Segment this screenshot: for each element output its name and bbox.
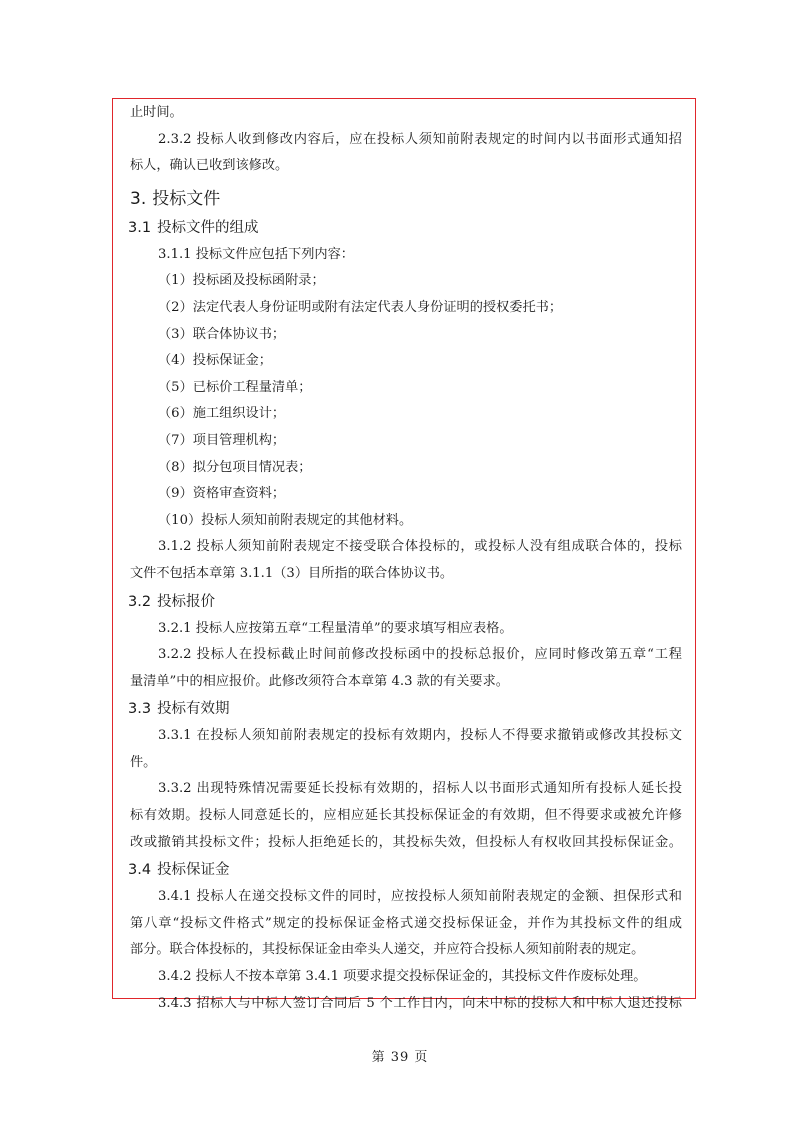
heading-text: 投标保证金 — [157, 862, 230, 879]
text-line: 件。 — [130, 754, 157, 770]
text-line: （10）投标人须知前附表规定的其他材料。 — [158, 512, 413, 528]
text-line: 3.3.2 出现特殊情况需要延长投标有效期的，招标人以书面形式通知所有投标人延长投 — [158, 781, 682, 797]
text-line: （8）拟分包项目情况表； — [158, 459, 312, 475]
text-line: 3.1.1 投标文件应包括下列内容： — [158, 246, 354, 262]
subsection-heading — [128, 856, 682, 884]
heading-number: 3.1 — [128, 219, 152, 236]
text-line: 部分。联合体投标的，其投标保证金由牵头人递交，并应符合投标人须知前附表的规定。 — [130, 942, 645, 958]
text-line: 3.1.2 投标人须知前附表规定不接受联合体投标的，或投标人没有组成联合体的，投标 — [158, 539, 682, 555]
subsection-heading — [128, 588, 682, 616]
text-line: 标人，确认已收到该修改。 — [130, 158, 289, 174]
heading-number: 3.4 — [128, 862, 152, 879]
text-line: 3.4.3 招标人与中标人签订合同后 5 个工作日内，向未中标的投标人和中标人退还投标 — [158, 995, 682, 1011]
text-line: 改或撤销其投标文件；投标人拒绝延长的，其投标失效，但投标人有权收回其投标保证金。 — [130, 834, 682, 850]
text-line: （9）资格审查资料； — [158, 486, 286, 502]
heading-number: 3.3 — [128, 701, 152, 718]
heading-text: 投标文件 — [152, 188, 221, 209]
text-line: 文件不包括本章第 3.1.1（3）目所指的联合体协议书。 — [130, 565, 454, 581]
text-line: 2.3.2 投标人收到修改内容后，应在投标人须知前附表规定的时间内以书面形式通知招 — [158, 131, 682, 147]
text-line: （6）施工组织设计； — [158, 406, 286, 422]
heading-text: 投标有效期 — [157, 701, 230, 718]
page-number: 第 39 页 — [371, 1050, 429, 1065]
text-line: （7）项目管理机构； — [158, 432, 286, 448]
heading-text: 投标报价 — [157, 593, 216, 610]
subsection-heading — [128, 214, 682, 242]
heading-text: 投标文件的组成 — [157, 219, 259, 236]
text-line: 3.2.1 投标人应按第五章“工程量清单”的要求填写相应表格。 — [158, 620, 513, 636]
text-line: 3.3.1 在投标人须知前附表规定的投标有效期内，投标人不得要求撤销或修改其投标文 — [158, 728, 682, 744]
heading-number: 3. — [130, 188, 147, 209]
section-heading — [130, 184, 682, 214]
text-line: 止时间。 — [130, 105, 183, 120]
text-line: （3）联合体协议书； — [158, 326, 286, 342]
text-line: 3.4.1 投标人在递交投标文件的同时，应按投标人须知前附表规定的金额、担保形式和 — [158, 889, 682, 905]
text-line: 第八章“投标文件格式”规定的投标保证金格式递交投标保证金，并作为其投标文件的组成 — [130, 915, 682, 931]
text-line: （1）投标函及投标函附录； — [158, 273, 325, 289]
document-body — [130, 100, 682, 1017]
text-line: 3.2.2 投标人在投标截止时间前修改投标函中的投标总报价，应同时修改第五章“工程 — [158, 647, 682, 663]
heading-number: 3.2 — [128, 593, 152, 610]
subsection-heading — [128, 695, 682, 723]
text-line: （2）法定代表人身份证明或附有法定代表人身份证明的授权委托书； — [158, 299, 563, 315]
text-line: （4）投标保证金； — [158, 353, 272, 369]
text-line: 量清单”中的相应报价。此修改须符合本章第 4.3 款的有关要求。 — [130, 673, 509, 689]
text-line: （5）已标价工程量清单； — [158, 379, 312, 395]
text-line: 3.4.2 投标人不按本章第 3.4.1 项要求提交投标保证金的，其投标文件作废标处理。 — [158, 969, 647, 985]
text-line: 标有效期。投标人同意延长的，应相应延长其投标保证金的有效期，但不得要求或被允许修 — [130, 808, 682, 824]
